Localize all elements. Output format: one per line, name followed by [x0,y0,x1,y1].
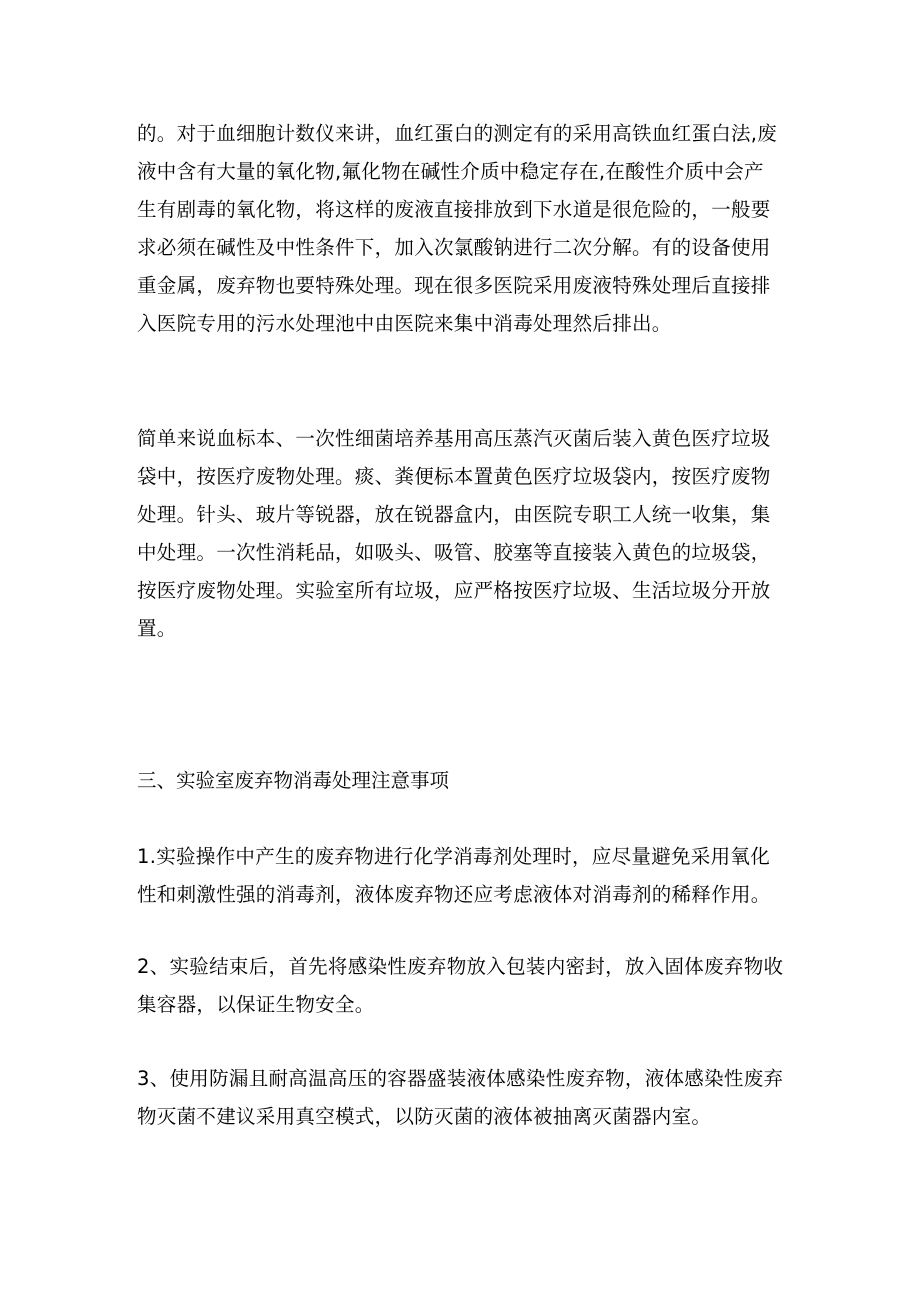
text-line: 求必须在碱性及中性条件下，加入次氯酸钠进行二次分解。有的设备使用 [137,236,771,259]
text-line: 物灭菌不建议采用真空模式，以防灭菌的液体被抽离灭菌器内室。 [137,1105,712,1128]
text-line: 液中含有大量的氧化物,氟化物在碱性介质中稳定存在,在酸性介质中会产 [137,160,764,183]
list-item-1 [137,838,787,914]
text-line: 的。对于血细胞计数仪来讲，血红蛋白的测定有的采用高铁血红蛋白法,废 [137,122,778,145]
list-item-2 [137,948,787,1024]
text-line: 1.实验操作中产生的废弃物进行化学消毒剂处理时，应尽量避免采用氧化 [137,845,771,868]
paragraph-medical-waste-sorting [137,420,787,648]
text-line: 性和刺激性强的消毒剂，液体废弃物还应考虑液体对消毒剂的稀释作用。 [137,883,771,906]
text-line: 重金属，废弃物也要特殊处理。现在很多医院采用废液特殊处理后直接排 [137,274,771,297]
text-line: 入医院专用的污水处理池中由医院来集中消毒处理然后排出。 [137,312,672,335]
text-line: 袋中，按医疗废物处理。痰、粪便标本置黄色医疗垃圾袋内，按医疗废物 [137,465,771,488]
list-item-3 [137,1060,787,1136]
section-heading: 三、实验室废弃物消毒处理注意事项 [137,769,450,792]
text-line: 置。 [137,617,177,640]
text-line: 中处理。一次性消耗品，如吸头、吸管、胶塞等直接装入黄色的垃圾袋， [137,541,771,564]
text-line: 处理。针头、玻片等锐器，放在锐器盒内，由医院专职工人统一收集，集 [137,503,771,526]
text-line: 生有剧毒的氧化物，将这样的废液直接排放到下水道是很危险的，一般要 [137,198,771,221]
text-line: 3、使用防漏且耐高温高压的容器盛装液体感染性废弃物，液体感染性废弃 [137,1067,784,1090]
text-line: 按医疗废物处理。实验室所有垃圾，应严格按医疗垃圾、生活垃圾分开放 [137,579,771,602]
text-line: 简单来说血标本、一次性细菌培养基用高压蒸汽灭菌后装入黄色医疗垃圾 [137,427,771,450]
text-line: 2、实验结束后，首先将感染性废弃物放入包装内密封，放入固体废弃物收 [137,955,784,978]
paragraph-waste-liquid-treatment [137,115,787,343]
text-line: 集容器，以保证生物安全。 [137,993,375,1016]
